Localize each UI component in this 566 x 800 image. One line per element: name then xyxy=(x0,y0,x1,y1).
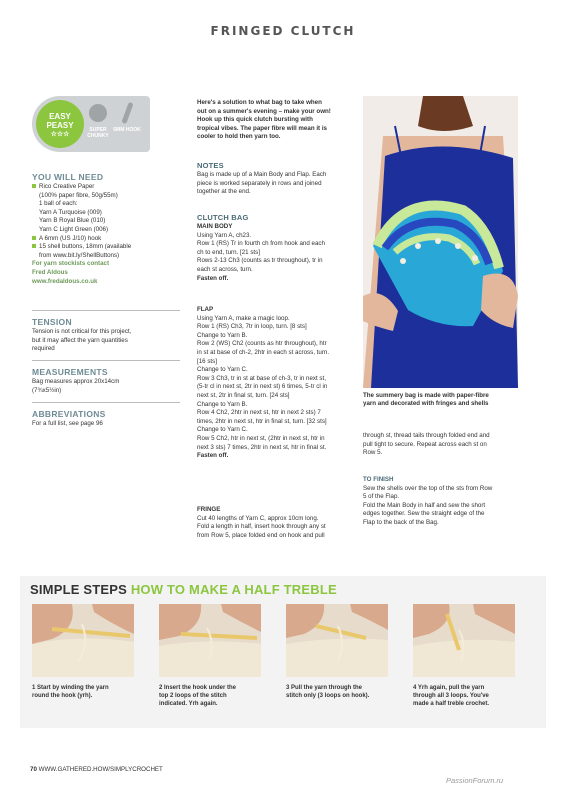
you-will-need-heading: YOU WILL NEED xyxy=(32,172,104,182)
difficulty-stars: ☆☆☆ xyxy=(50,131,70,138)
bullet-icon xyxy=(32,184,36,188)
step-4-photo xyxy=(413,604,515,677)
yarn-weight-label: SUPER CHUNKY xyxy=(87,127,109,139)
measurements-heading: MEASUREMENTS xyxy=(32,367,108,377)
intro-text: Here's a solution to what bag to take when out on a summer's evening – make your own! Hook up this quick clutch bursting with tropical vibes. The paper fibre will mean it is cooler to hold then yarn too. xyxy=(197,99,331,141)
to-finish-section: TO FINISH Sew the shells over the top of the sts from Row 5 of the Flap. Fold the Main Body in half and sew the short edges together. Sew the straight edge of the Flap to the back of the Bag. xyxy=(363,476,520,528)
page-title: FRINGED CLUTCH xyxy=(210,24,356,38)
photo-caption: The summery bag is made with paper-fibre yarn and decorated with fringes and shells xyxy=(363,392,489,408)
abbreviations-text: For a full list, see page 96 xyxy=(32,420,103,427)
watermark: PassionForum.ru xyxy=(446,776,504,785)
step-3-photo xyxy=(286,604,388,677)
divider xyxy=(32,402,180,403)
stockist-link[interactable]: www.fredaldous.co.uk xyxy=(32,277,98,285)
notes-heading: NOTES xyxy=(197,161,224,170)
divider xyxy=(32,310,180,311)
clutch-bag-heading: CLUTCH BAG xyxy=(197,213,249,222)
fringe-instructions-continued: through st, thread tails through folded end and pull tight to secure. Repeat across each st on Row 5. xyxy=(363,432,490,457)
main-body-instructions: MAIN BODY Using Yarn A, ch23. Row 1 (RS) Tr in fourth ch from hook and each ch to end, turn. [21 sts] Rows 2-13 Ch3 (counts as tr throughout), tr in each st across, turn. Fasten off. xyxy=(197,223,325,282)
difficulty-badge xyxy=(36,100,84,148)
page-footer xyxy=(30,766,163,773)
yarn-ball-icon xyxy=(89,104,107,122)
bullet-icon xyxy=(32,236,36,240)
page-number: 70 xyxy=(30,766,37,773)
to-finish-heading: TO FINISH xyxy=(363,476,394,483)
difficulty-label-1: EASY xyxy=(49,112,71,121)
step-2-photo xyxy=(159,604,261,677)
tension-heading: TENSION xyxy=(32,317,72,327)
you-will-need-list: Rico Creative Paper (100% paper fibre, 50g/55m) 1 ball of each: Yarn A Turquoise (009) Yarn B Royal Blue (010) Yarn C Light Green (006) A 6mm (US J/10) hook 15 shell buttons, 18mm (available from www.bit.ly/ShellButtons) For yarn stockists contact Fred Aldous www.fredaldous.co.uk xyxy=(32,183,182,286)
simple-steps-title: SIMPLE STEPS HOW TO MAKE A HALF TREBLE xyxy=(30,582,337,597)
step-1-photo xyxy=(32,604,134,677)
difficulty-label-2: PEASY xyxy=(46,121,74,130)
step-4-caption: 4 Yrh again, pull the yarn through all 3 loops. You've made a half treble crochet. xyxy=(413,685,490,707)
step-2-caption: 2 Insert the hook under the top 2 loops of the stitch indicated. Yrh again. xyxy=(159,685,237,707)
divider xyxy=(32,360,180,361)
fringe-instructions: FRINGE Cut 40 lengths of Yarn C, approx 10cm long. Fold a length in half, insert hook through any st from Row 5, place folded end on hook and pull xyxy=(197,506,326,539)
hook-size-label: 6MM HOOK xyxy=(113,127,141,133)
footer-url[interactable]: WWW.GATHERED.HOW/SIMPLYCROCHET xyxy=(38,766,163,773)
step-1-caption: 1 Start by winding the yarn round the hook (yrh). xyxy=(32,685,109,699)
abbreviations-heading: ABBREVIATIONS xyxy=(32,409,106,419)
tension-text: Tension is not critical for this project, but it may affect the yarn quantities required xyxy=(32,328,132,353)
bullet-icon xyxy=(32,244,36,248)
notes-text: Bag is made up of a Main Body and Flap. Each piece is worked separately in rows and joined together at the end. xyxy=(197,171,327,196)
flap-instructions: FLAP Using Yarn A, make a magic loop. Row 1 (RS) Ch3, 7tr in loop, turn. [8 sts] Change to Yarn B. Row 2 (WS) Ch2 (counts as htr throughout), htr in st at base of ch-2, 2htr in each st across, turn. [16 sts] Change to Yarn C. Row 3 Ch3, tr in st at base of ch-3, tr in next st, (5-tr cl in next st, 2tr in next st) 6 times, 5-tr cl in next st, 2tr in final st, turn. [24 sts] Change to Yarn B. Row 4 Ch2, 2htr in next st, htr in next 2 sts) 7 times, 2htr in next st, htr in final st, turn. [32 sts] Change to Yarn C. Row 5 Ch2, htr in next st, (2htr in next st, htr in next 3 sts) 7 times, 2htr in next st, htr in final st. Fasten off. xyxy=(197,306,330,460)
step-3-caption: 3 Pull the yarn through the stitch only (3 loops on hook). xyxy=(286,685,370,699)
clutch-bag-photo xyxy=(363,96,518,388)
measurements-text: Bag measures approx 20x14cm (7¾x5½in) xyxy=(32,378,120,394)
